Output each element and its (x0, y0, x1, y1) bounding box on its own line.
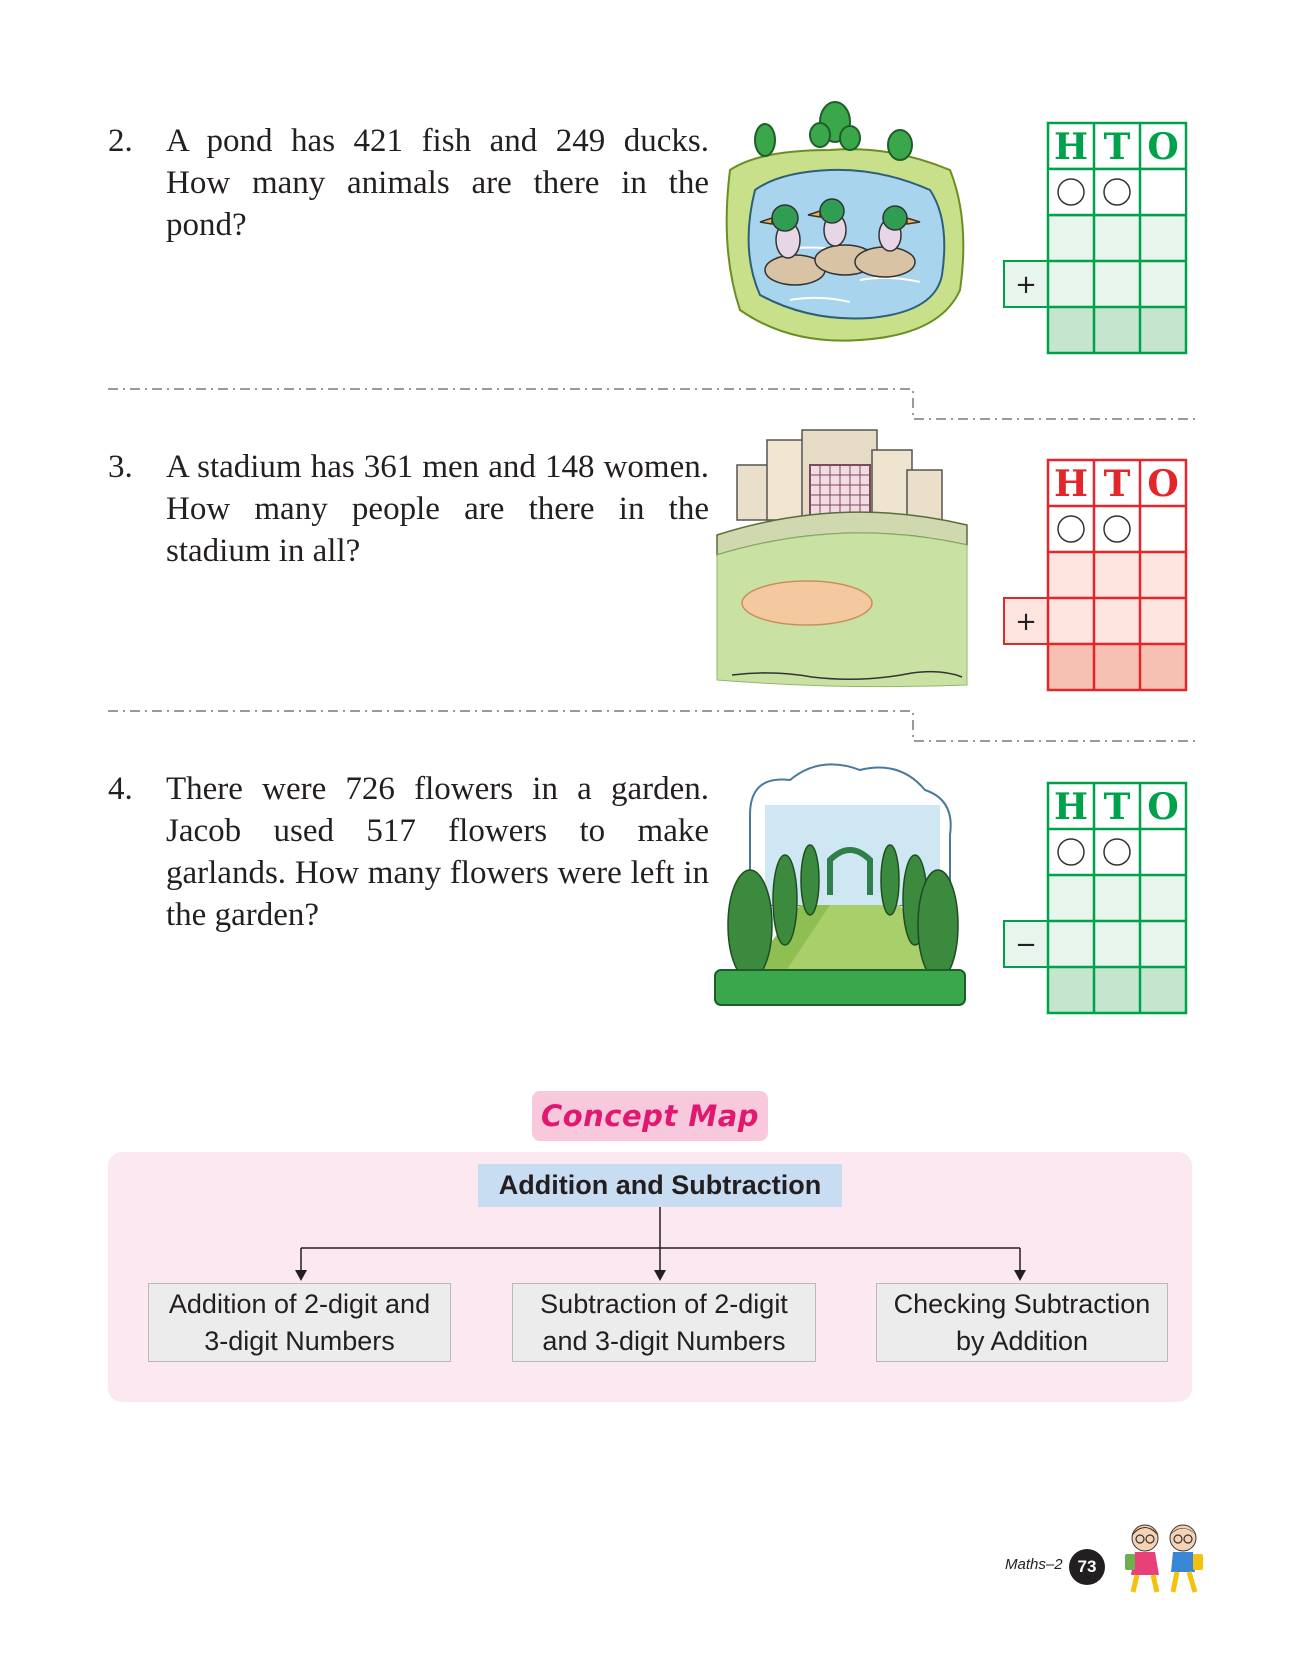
header-h: H (1053, 786, 1089, 828)
header-o: O (1147, 126, 1179, 168)
operator-sign: + (1015, 607, 1037, 637)
concept-map-root: Addition and Subtraction (478, 1164, 842, 1207)
header-t: T (1103, 126, 1131, 168)
operator-sign: − (1015, 930, 1037, 960)
concept-map-title: Concept Map (532, 1091, 768, 1141)
operator-sign: + (1015, 270, 1037, 300)
concept-line: by Addition (955, 1325, 1089, 1356)
concept-line: Addition of 2-digit and (168, 1288, 431, 1319)
question-number: 3. (108, 449, 133, 485)
question-number: 2. (108, 123, 133, 159)
concept-line: 3-digit Numbers (204, 1325, 395, 1356)
book-title: Maths–2 (1005, 1556, 1063, 1573)
header-t: T (1103, 786, 1131, 828)
concept-line: Checking Subtraction (893, 1288, 1151, 1319)
header-o: O (1147, 463, 1179, 505)
question-text: A stadium has 361 men and 148 women. How many people are there in the stadium in all? (166, 449, 709, 569)
concept-line: and 3-digit Numbers (542, 1325, 786, 1356)
concept-map-child-addition (148, 1283, 451, 1362)
header-o: O (1147, 786, 1179, 828)
kids-mascot-illustration (1115, 1520, 1215, 1600)
header-t: T (1103, 463, 1131, 505)
header-h: H (1053, 463, 1089, 505)
concept-map-child-subtraction (512, 1283, 816, 1362)
question-number: 4. (108, 771, 133, 807)
concept-map-child-checking (876, 1283, 1168, 1362)
question-text: A pond has 421 fish and 249 ducks. How many animals are there in the pond? (166, 123, 709, 243)
header-h: H (1053, 126, 1089, 168)
concept-line: Subtraction of 2-digit (540, 1288, 788, 1319)
question-text: There were 726 flowers in a garden. Jacob used 517 flowers to make garlands. How many flowers were left in the garden? (166, 771, 709, 933)
page-number: 73 (1069, 1549, 1105, 1585)
